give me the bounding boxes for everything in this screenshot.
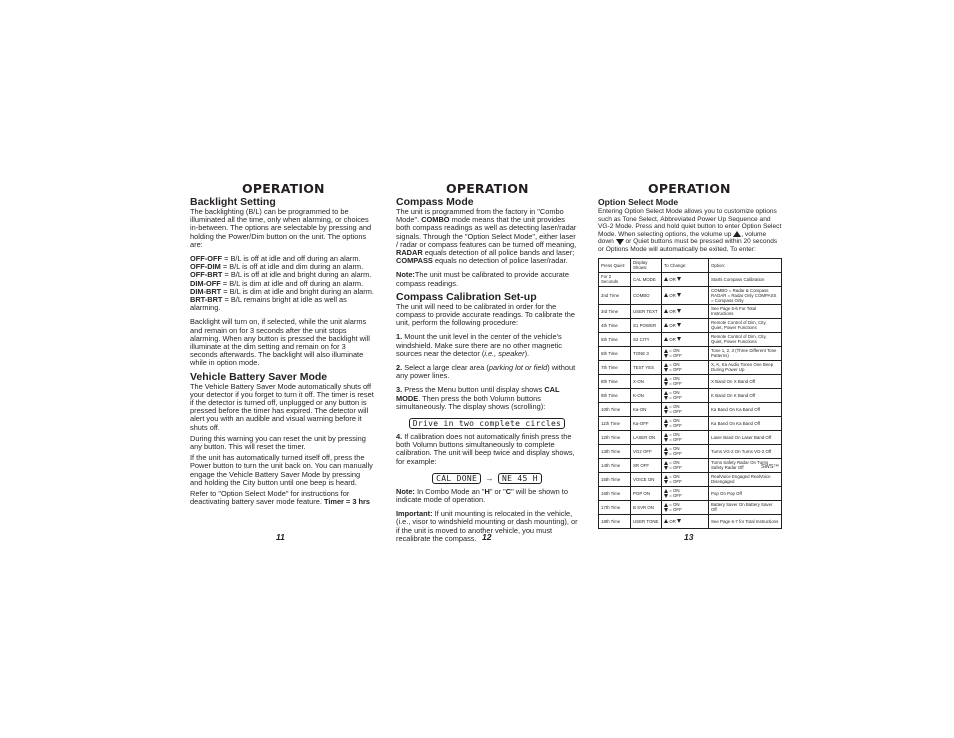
change-cell: OR [662,514,709,528]
change-cell: OR [662,286,709,304]
lcd-text: Drive in two complete circles [409,418,565,429]
table-row [599,272,782,286]
step-1: 1. Mount the unit level in the center of the vehicle's windshield. Make sure there are no other magnetic sources near the detector (i.e., speaker). [396,332,562,358]
option-cell: X Band On X Band Off [709,374,782,388]
table-header-row [599,258,782,272]
display-cell: TONE 3 [631,346,662,360]
col-header: To Change: [662,258,709,272]
option-select-title: Option Select Mode [598,197,679,207]
table-row [599,444,782,458]
compass-title: Compass Mode [396,196,474,208]
backlight-options [190,255,374,312]
press-cell: For 2 Seconds [599,272,631,286]
option-cell: Laser Band On Laser Band Off [709,430,782,444]
vbs-paragraph-2: During this warning you can reset the unit by pressing any button. This will reset the timer. [190,433,366,452]
change-cell: = ON = OFF [662,388,709,402]
volume-down-icon [664,466,668,470]
volume-down-icon [677,337,681,341]
volume-down-icon [664,396,668,400]
change-cell: OR [662,332,709,346]
option-cell: Turns VG-2 On Turns VG-2 Off [709,444,782,458]
change-cell: OR [662,318,709,332]
option-cell: Battery Saver On Battery Saver Off [709,500,782,514]
page-number-12: 12 [482,532,492,542]
display-cell: VG2 OFF [631,444,662,458]
change-cell: = ON = OFF [662,416,709,430]
col-header: Press Quiet: [599,258,631,272]
display-cell: COMBO [631,286,662,304]
table-row [599,416,782,430]
volume-down-icon [664,480,668,484]
volume-down-icon [677,309,681,313]
lcd-display-scrolling [396,413,578,431]
display-cell: LASER ON [631,430,662,444]
press-cell: 17th Time [599,500,631,514]
table-row [599,402,782,416]
volume-down-icon [664,410,668,414]
display-cell: USER TEXT [631,304,662,318]
volume-down-icon [664,494,668,498]
display-cell: K-ON [631,388,662,402]
important-note: Important: If unit mounting is relocated in the vehicle, (i.e., visor to windshield mounting or dash mounting), or if the unit is moved to another vehicle, you must recalibrate the compass. [396,509,578,543]
display-cell: X-ON [631,374,662,388]
display-cell: S1 POWER [631,318,662,332]
table-row [599,388,782,402]
table-row [599,304,782,318]
step-3: 3. Press the Menu button until display shows CAL MODE. Then press the both Volumn buttons simultaneously. The display shows (scrolling): [396,385,560,411]
volume-down-icon [664,382,668,386]
change-cell: = ON = OFF [662,346,709,360]
press-cell: 13th Time [599,444,631,458]
volume-down-icon [677,519,681,523]
press-cell: 15th Time [599,472,631,486]
press-cell: 6th Time [599,346,631,360]
volume-down-icon [677,293,681,297]
vbs-paragraph-3: If the unit has automatically turned itself off, press the Power button to turn the unit back on. You can manually engage the Vehicle Battery Saver Mode by pressing and holding the City button until one beep is heard. [190,453,373,487]
option-cell: Pop On Pop Off [709,486,782,500]
option-cell: Turns Safety Radar On Turns Safety Radar Off SWS™ [709,458,782,472]
table-row [599,500,782,514]
table-row [599,486,782,500]
option-cell: See Page 5-6 For Total Instructions [709,304,782,318]
display-cell: SR OFF [631,458,662,472]
volume-down-icon [677,277,681,281]
press-cell: 14th Time [599,458,631,472]
volume-up-icon [664,293,668,297]
press-cell: 4th Time [599,318,631,332]
page-13 [598,182,782,529]
display-cell: VOICE ON [631,472,662,486]
backlight-intro: The backlighting (B/L) can be programmed to be illuminated all the time, only when alarming, or choices in-between. The options are selectable by pressing and holding the Power/Dim button on the unit. The options are: [190,207,372,249]
option-select-intro: Entering Option Select Mode allows you to customize options such as Tone Select, Abbreviated Power Up Sequence and VG-2 Mode. Press and hold quiet button to enter Option Select Mode. When selecting options, the volume up , volume down or Quiet buttons must be pressed within 20 seconds or Options Mode will automatically be exited. To enter: [598,208,782,253]
press-cell: 12th Time [599,430,631,444]
option-cell: Remote Control of Dim, City, Quiet, Power Functions [709,332,782,346]
table-row [599,360,782,374]
sws-label: SWS™ [760,464,779,471]
backlight-option: OFF-DIM = B/L is off at idle and dim during an alarm. [190,262,364,272]
col-header: Display Shows: [631,258,662,272]
table-row [599,318,782,332]
display-cell: B SVR ON [631,500,662,514]
backlight-note: Backlight will turn on, if selected, while the unit alarms and remain on for 3 seconds after the unit stops alarming. When any button is pressed the backlight will illuminate at the dim setting and remain on for 3 seconds afterwards. The backlight will also illuminate while in option mode. [190,317,370,368]
change-cell: = ON = OFF [662,374,709,388]
page-header: OPERATION [648,181,731,196]
change-cell: OR [662,272,709,286]
vbs-paragraph-1: The Vehicle Battery Saver Mode automatically shuts off your detector if you forget to turn it off. The timer is reset if the detector is turned off, unplugged or any button is pressed before the timer has expired. The detector will alert you with an audible and visual warning before it shuts off. [190,381,374,432]
volume-down-icon [664,368,668,372]
option-cell: X, K, Ka Audio Tones One Beep During Power Up [709,360,782,374]
press-cell: 5th Time [599,332,631,346]
table-row [599,514,782,528]
change-cell: = ON = OFF [662,360,709,374]
table-row [599,472,782,486]
volume-up-icon [664,277,668,281]
combo-note: Note: In Combo Mode an "H" or "C" will be shown to indicate mode of operation. [396,486,568,505]
volume-down-icon [664,438,668,442]
option-cell: Remote Control of Dim, City, Quiet, Power Functions [709,318,782,332]
page-11 [190,182,374,507]
press-cell: 16th Time [599,486,631,500]
change-cell: OR [662,304,709,318]
change-cell: = ON = OFF [662,500,709,514]
backlight-title: Backlight Setting [190,196,276,208]
calibration-title: Compass Calibration Set-up [396,290,537,303]
table-row [599,430,782,444]
options-table [598,258,782,529]
page-number-13: 13 [684,532,694,542]
page-header: OPERATION [446,181,529,196]
step-4: 4. If calibration does not automatically finish press the both Volumn buttons simultaneously to complete calibration. The unit will beep twice and display shows, for example: [396,432,575,466]
volume-down-icon [664,354,668,358]
volume-down-icon [677,323,681,327]
backlight-option: DIM-BRT = B/L is dim at idle and bright during an alarm. [190,286,374,296]
display-cell: Ka-ON [631,402,662,416]
vbs-title: Vehicle Battery Saver Mode [190,370,328,383]
change-cell: = ON = OFF [662,458,709,472]
press-cell: 11th Time [599,416,631,430]
calibration-intro: The unit will need to be calibrated in order for the compass to provide accurate readings. To calibrate the unit, perform the following procedure: [396,301,575,328]
option-cell: Tone 1, 2, 3 (Three Different Tone Patterns) [709,346,782,360]
change-cell: = ON = OFF [662,486,709,500]
volume-down-icon [664,452,668,456]
volume-down-icon [616,239,624,245]
col-header: Option: [709,258,782,272]
press-cell: 10th Time [599,402,631,416]
option-cell: Ka Band On Ka Band Off [709,402,782,416]
option-cell: Ka Band On Ka Band Off [709,416,782,430]
option-cell: See Page 6-7 for Total Instructions [709,514,782,528]
lcd-cal-done: CAL DONE [432,473,481,484]
display-cell: TEST YES [631,360,662,374]
table-row [599,458,782,472]
table-row [599,332,782,346]
display-cell: POP ON [631,486,662,500]
display-cell: Ka-OFF [631,416,662,430]
page-12 [396,182,578,543]
compass-paragraph: The unit is programmed from the factory in "Combo Mode". COMBO mode means that the unit provides both compass readings as well as detecting laser/radar signals. Through the "Option Select Mode", either laser / radar or compass features can be turned off meaning, RADAR equals detection of all police bands and laser; COMPASS equals no detection of police laser/radar. [396,207,577,266]
change-cell: = ON = OFF [662,472,709,486]
volume-up-icon [664,519,668,523]
volume-up-icon [664,337,668,341]
lcd-heading: NE 45 H [498,473,542,484]
option-cell: COMBO = Radar & Compass RADAR = Radar Only COMPASS = Compass Only [709,286,782,304]
lcd-display-done [396,468,578,486]
backlight-option: OFF-OFF = B/L is off at idle and off during an alarm. [190,254,361,264]
change-cell: = ON = OFF [662,430,709,444]
backlight-option: BRT-BRT = B/L remains bright at idle as well as alarming. [190,295,347,313]
page-number-11: 11 [276,532,285,542]
display-cell: S2 CITY [631,332,662,346]
vbs-paragraph-4: Refer to "Option Select Mode" for instructions for deactivating battery saver mode feature. Timer = 3 hrs [190,489,371,507]
volume-up-icon [664,309,668,313]
arrow-right-icon: → [485,473,494,483]
table-row [599,374,782,388]
display-cell: USER TONE [631,514,662,528]
volume-down-icon [664,508,668,512]
press-cell: 7th Time [599,360,631,374]
volume-down-icon [664,424,668,428]
option-cell: RealVoice Engaged RealVoice Disengaged [709,472,782,486]
change-cell: = ON = OFF [662,444,709,458]
press-cell: 3rd Time [599,304,631,318]
option-cell: Starts Compass Calibration [709,272,782,286]
display-cell: CAL MODE [631,272,662,286]
press-cell: 18th Time [599,514,631,528]
press-cell: 8th Time [599,374,631,388]
page-header: OPERATION [242,181,325,196]
press-cell: 2nd Time [599,286,631,304]
calibration-note: Note:The unit must be calibrated to provide accurate compass readings. [396,270,569,288]
table-row [599,346,782,360]
press-cell: 9th Time [599,388,631,402]
step-2: 2. Select a large clear area (parking lot or field) without any power lines. [396,363,576,381]
volume-up-icon [664,323,668,327]
table-row [599,286,782,304]
backlight-option: DIM-OFF = B/L is dim at idle and off during an alarm. [190,278,364,288]
backlight-option: OFF-BRT = B/L is off at idle and bright during an alarm. [190,270,372,280]
option-cell: K Band On K Band Off [709,388,782,402]
change-cell: = ON = OFF [662,402,709,416]
